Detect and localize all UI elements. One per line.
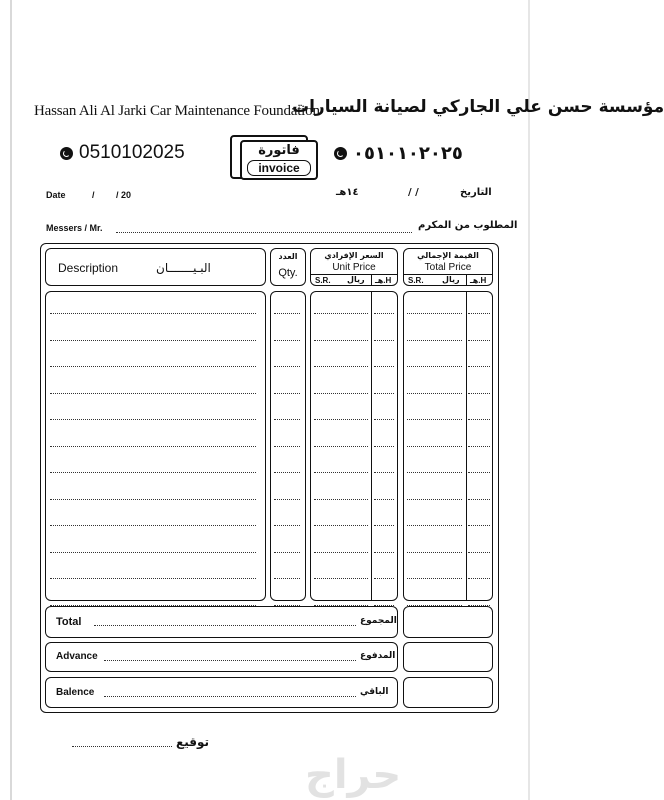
balance-dotted-line (104, 696, 356, 697)
unit-price-header-en: Unit Price (332, 262, 376, 273)
row-dotted-line (274, 340, 300, 341)
row-dotted-line (468, 499, 490, 500)
sheet-edge-left (10, 0, 12, 800)
row-dotted-line (407, 525, 462, 526)
date-ar-label: التاريخ (460, 187, 492, 198)
row-dotted-line (314, 499, 368, 500)
row-dotted-line (314, 393, 368, 394)
total-price-sr: S.R. (408, 276, 424, 285)
row-dotted-line (468, 313, 490, 314)
row-dotted-line (274, 419, 300, 420)
unit-price-header (310, 248, 398, 286)
row-dotted-line (407, 499, 462, 500)
row-dotted-line (274, 578, 300, 579)
row-dotted-line (468, 366, 490, 367)
row-dotted-line (374, 419, 394, 420)
row-dotted-line (374, 446, 394, 447)
phone-en (60, 142, 185, 164)
description-header-ar: البـيـــــــان (156, 261, 211, 275)
description-header-en: Description (58, 261, 119, 275)
row-dotted-line (274, 313, 300, 314)
date-label: Date (46, 190, 66, 200)
unit-price-sr: S.R. (315, 276, 331, 285)
phone-en-number: 0510102025 (79, 142, 185, 163)
row-dotted-line (50, 552, 256, 553)
unit-price-subcol (371, 274, 372, 285)
row-dotted-line (407, 552, 462, 553)
row-dotted-line (50, 446, 256, 447)
row-dotted-line (50, 313, 256, 314)
total-price-riyal: ريال (442, 275, 460, 284)
row-dotted-line (314, 552, 368, 553)
row-dotted-line (374, 499, 394, 500)
row-dotted-line (468, 393, 490, 394)
advance-dotted-line (104, 660, 356, 661)
unit-price-header-ar: السعر الإفرادي (324, 251, 384, 260)
total-value-box (403, 606, 493, 638)
row-dotted-line (374, 366, 394, 367)
date-slash-1: / (92, 190, 95, 200)
date-ar-year: ١٤هـ (336, 187, 359, 198)
date-ar-slashes: / / (408, 187, 419, 198)
advance-label-en: Advance (56, 651, 98, 662)
row-dotted-line (314, 366, 368, 367)
row-dotted-line (374, 578, 394, 579)
date-slash-2: / 20 (116, 190, 132, 200)
row-dotted-line (374, 393, 394, 394)
row-dotted-line (274, 393, 300, 394)
row-dotted-line (468, 525, 490, 526)
row-dotted-line (314, 419, 368, 420)
unit-price-halala-divider (371, 292, 372, 600)
row-dotted-line (50, 472, 256, 473)
row-dotted-line (374, 525, 394, 526)
row-dotted-line (407, 472, 462, 473)
advance-label-ar: المدفوع (360, 651, 396, 661)
row-dotted-line (314, 525, 368, 526)
sheet-edge-right (528, 0, 530, 800)
signature-dotted-line (72, 746, 172, 747)
total-price-halala: هـ.H (470, 276, 487, 285)
row-dotted-line (50, 499, 256, 500)
balance-value-box (403, 677, 493, 708)
row-dotted-line (274, 446, 300, 447)
total-price-halala-divider (466, 292, 467, 600)
total-price-header (403, 248, 493, 286)
phone-ar-number: ٠٥١٠١٠٢٠٢٥ (353, 143, 463, 164)
row-dotted-line (468, 472, 490, 473)
row-dotted-line (274, 525, 300, 526)
messers-label: Messers / Mr. (46, 223, 103, 233)
signature-label: توقيع (176, 735, 209, 749)
row-dotted-line (314, 578, 368, 579)
qty-header (270, 248, 306, 286)
row-dotted-line (468, 419, 490, 420)
row-dotted-line (50, 366, 256, 367)
row-dotted-line (407, 419, 462, 420)
balance-row (45, 677, 398, 708)
phone-icon (60, 147, 73, 160)
row-dotted-line (50, 525, 256, 526)
messers-dotted-line (116, 232, 412, 233)
messers-ar-label: المطلوب من المكرم (418, 220, 518, 231)
phone-ar (334, 143, 463, 164)
row-dotted-line (468, 446, 490, 447)
total-price-header-ar: القيمة الإجمالي (417, 251, 479, 260)
total-price-subcol (466, 274, 467, 285)
row-dotted-line (468, 578, 490, 579)
row-dotted-line (50, 578, 256, 579)
balance-label-ar: الباقي (360, 687, 389, 697)
total-dotted-line (94, 625, 356, 626)
row-dotted-line (314, 313, 368, 314)
description-header (45, 248, 266, 286)
advance-row (45, 642, 398, 672)
row-dotted-line (407, 393, 462, 394)
total-label-en: Total (56, 616, 82, 628)
balance-label-en: Balence (56, 687, 95, 698)
qty-header-ar: العدد (278, 252, 298, 261)
unit-price-halala: هـ.H (375, 276, 392, 285)
row-dotted-line (468, 340, 490, 341)
row-dotted-line (374, 340, 394, 341)
phone-icon (334, 147, 347, 160)
company-name-en: Hassan Ali Al Jarki Car Maintenance Foundation (34, 103, 320, 119)
invoice-title-ar: فاتورة (258, 143, 300, 158)
haraj-watermark-logo: حراج (305, 752, 402, 798)
row-dotted-line (314, 340, 368, 341)
row-dotted-line (468, 552, 490, 553)
row-dotted-line (374, 472, 394, 473)
row-dotted-line (407, 366, 462, 367)
row-dotted-line (314, 472, 368, 473)
row-dotted-line (407, 446, 462, 447)
row-dotted-line (274, 472, 300, 473)
row-dotted-line (274, 552, 300, 553)
qty-header-en: Qty. (278, 267, 298, 279)
row-dotted-line (407, 578, 462, 579)
row-dotted-line (274, 366, 300, 367)
advance-value-box (403, 642, 493, 672)
row-dotted-line (314, 446, 368, 447)
row-dotted-line (50, 419, 256, 420)
total-label-ar: المجموع (360, 616, 397, 626)
row-dotted-line (50, 393, 256, 394)
row-dotted-line (50, 340, 256, 341)
row-dotted-line (407, 340, 462, 341)
row-dotted-line (407, 313, 462, 314)
row-dotted-line (374, 552, 394, 553)
unit-price-riyal: ريال (347, 275, 365, 284)
invoice-badge (240, 140, 318, 180)
total-row (45, 606, 398, 638)
total-price-header-en: Total Price (424, 262, 472, 273)
invoice-title-en: invoice (247, 160, 311, 176)
row-dotted-line (374, 313, 394, 314)
company-name-ar: مؤسسة حسن علي الجاركي لصيانة السيارات (292, 97, 664, 117)
row-dotted-line (274, 499, 300, 500)
